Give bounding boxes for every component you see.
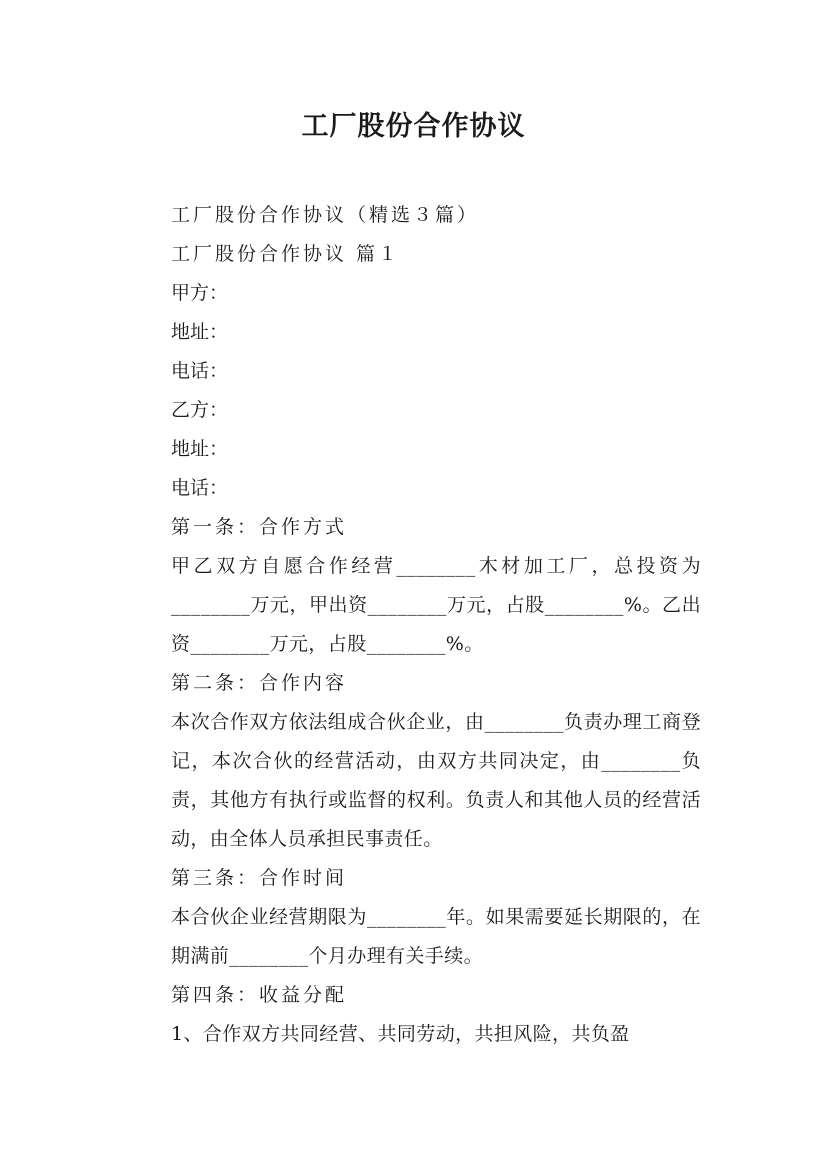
article-3-text: 本合伙企业经营期限为________年。如果需要延长期限的，在期满前________个月办理有关手续。 xyxy=(171,906,701,967)
article-1-heading: 第一条：合作方式 xyxy=(171,516,348,538)
party-a-label: 甲方： xyxy=(171,282,229,304)
article-3-heading: 第三条：合作时间 xyxy=(171,867,348,889)
party-a-address-label: 地址： xyxy=(171,321,229,343)
article-4-item-1: 1、合作双方共同经营、共同劳动，共担风险，共负盈 xyxy=(171,1023,630,1045)
doc-subtitle: 工厂股份合作协议（精选３篇） xyxy=(171,204,480,226)
article-4-heading: 第四条：收益分配 xyxy=(171,984,348,1006)
article-2-text: 本次合作双方依法组成合伙企业，由________负责办理工商登记，本次合伙的经营活动，由双方共同决定，由________负责，其他方有执行或监督的权利。负责人和其他人员的经营活动，由全体人员承担民事责任。 xyxy=(171,711,701,850)
party-b-address-label: 地址： xyxy=(171,438,229,460)
party-a-phone-label: 电话： xyxy=(171,360,229,382)
party-b-phone-label: 电话： xyxy=(171,477,229,499)
party-b-label: 乙方： xyxy=(171,399,229,421)
section-heading: 工厂股份合作协议 篇１ xyxy=(171,243,401,265)
article-2-heading: 第二条：合作内容 xyxy=(171,672,348,694)
document-title: 工厂股份合作协议 xyxy=(301,111,526,142)
document-body xyxy=(127,196,701,1054)
article-1-text: 甲乙双方自愿合作经营________木材加工厂，总投资为________万元，甲出资________万元，占股________%。乙出资________万元，占股________%。 xyxy=(171,555,701,655)
